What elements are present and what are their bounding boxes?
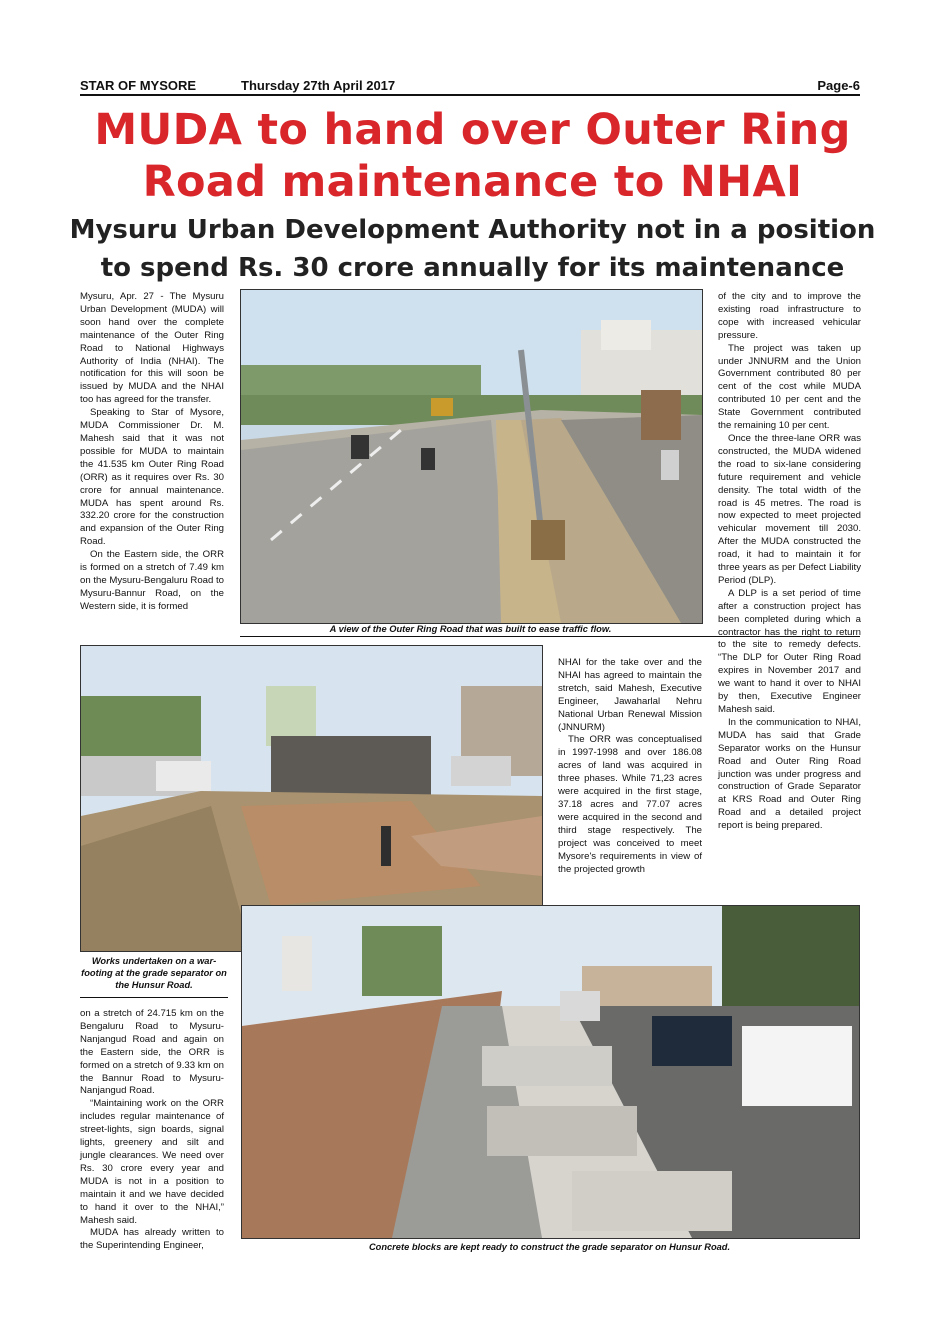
caption-rule bbox=[80, 997, 228, 998]
masthead-rule bbox=[80, 94, 860, 96]
subheadline-line-2: to spend Rs. 30 crore annually for its maintenance bbox=[100, 253, 845, 283]
article-paragraph: A DLP is a set period of time after a construction project has been completed during which a contractor has the right to return to the site to remedy defects. “The DLP for Outer Ring Road expires in November 2017 and we want to hand it over to NHAI by then, Executive Engineer Mahesh said. bbox=[718, 587, 861, 715]
article-column-1-bottom bbox=[80, 1008, 224, 1253]
article-paragraph: The project was taken up under JNNURM and the Union Government contributed 80 per cent of the cost while MUDA contributed 10 per cent and the State Government contributed the remaining 10 per cent. bbox=[718, 342, 861, 432]
article-paragraph: Mysuru, Apr. 27 - The Mysuru Urban Development (MUDA) will soon hand over the complete maintenance of the Outer Ring Road to National Highways Authority of India (NHAI). The notification for this will soon be issued by MUDA and the NHAI too has agreed for the transfer. bbox=[80, 291, 224, 406]
masthead-paper-name: STAR OF MYSORE bbox=[80, 78, 197, 93]
headline-line-2: Road maintenance to NHAI bbox=[142, 157, 803, 207]
caption-photo-2: Works undertaken on a war-footing at the grade separator on the Hunsur Road. bbox=[81, 956, 227, 990]
article-paragraph: NHAI for the take over and the NHAI has agreed to maintain the stretch, said Mahesh, Executive Engineer, Jawaharlal Nehru National Urban Renewal Mission (JNNURM) bbox=[558, 657, 702, 733]
article-paragraph: The ORR was conceptualised in 1997-1998 and over 186.08 acres of land was acquired in three phases. While 71,23 acres were acquired in the first stage, 37.18 acres and 77.07 acres were acquired in the second and third stage respectively. The project was conceived to meet Mysore's requirements in view of the projected growth bbox=[558, 734, 702, 875]
caption-photo-1: A view of the Outer Ring Road that was built to ease traffic flow. bbox=[329, 624, 612, 634]
masthead-page-number: Page-6 bbox=[817, 78, 860, 93]
caption-photo-3: Concrete blocks are kept ready to construct the grade separator on Hunsur Road. bbox=[368, 1242, 731, 1252]
article-column-1-top bbox=[80, 291, 224, 614]
article-paragraph: Speaking to Star of Mysore, MUDA Commissioner Dr. M. Mahesh said that it was not possible for MUDA to maintain the 41.535 km Outer Ring Road (ORR) as it requires over Rs. 30 crore for annual maintenance. MUDA has spent around Rs. 332.20 crore for the construction and expansion of the Outer Ring Road. bbox=[80, 407, 224, 548]
article-paragraph: In the communication to NHAI, MUDA has said that Grade Separator works on the Hunsur Road and Outer Ring Road junction was under progress and construction of Grade Separator at KRS Road and Outer Ring Road and a detailed project report is being prepared. bbox=[718, 716, 861, 832]
article-column-right bbox=[718, 291, 861, 833]
photo-concrete-blocks bbox=[241, 905, 860, 1239]
article-column-middle bbox=[558, 657, 702, 876]
article-paragraph: MUDA has already written to the Superintending Engineer, bbox=[80, 1227, 224, 1252]
photo-outer-ring-road bbox=[240, 289, 703, 624]
article-paragraph: On the Eastern side, the ORR is formed on a stretch of 7.49 km on the Mysuru-Bengaluru Road to Mysuru-Bannur Road, on the Western side, it is formed bbox=[80, 549, 224, 612]
article-paragraph: “Maintaining work on the ORR includes regular maintenance of street-lights, sign boards, signal lights, greenery and silt and jungle clearances. We need over Rs. 30 crore every year and MUDA is not in a position to maintain it and we have decided to hand it over to the NHAI,” Mahesh said. bbox=[80, 1098, 224, 1226]
masthead-date: Thursday 27th April 2017 bbox=[241, 78, 396, 93]
article-paragraph: Once the three-lane ORR was constructed, the MUDA widened the road to six-lane considering future requirement and vehicle density. The total width of the road is 45 metres. The road is now expected to meet projected vehicular movement till 2030. After the MUDA constructed the road, it had to maintain it for three years as per Defect Liability Period (DLP). bbox=[718, 432, 861, 586]
article-paragraph: on a stretch of 24.715 km on the Bengaluru Road to Mysuru-Nanjangud Road and again on the Eastern side, the ORR is formed on a stretch of 9.33 km on the Bannur Road to Mysuru-Nanjangud Road. bbox=[80, 1008, 224, 1097]
subheadline-line-1: Mysuru Urban Development Authority not in a position bbox=[69, 215, 876, 245]
headline-line-1: MUDA to hand over Outer Ring bbox=[94, 105, 851, 155]
article-paragraph: of the city and to improve the existing road infrastructure to cope with increased vehicular pressure. bbox=[718, 291, 861, 341]
